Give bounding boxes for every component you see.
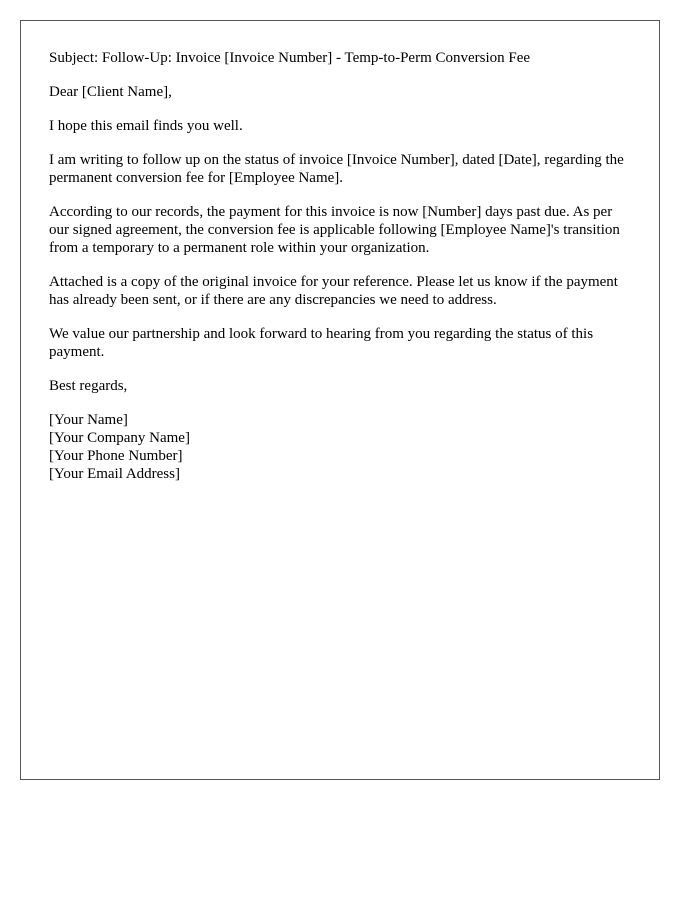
- subject-line: Subject: Follow-Up: Invoice [Invoice Number] - Temp-to-Perm Conversion Fee: [49, 50, 531, 66]
- signature-company: [Your Company Name]: [49, 430, 190, 446]
- paragraph-greeting: I hope this email finds you well.: [49, 118, 243, 134]
- paragraph-attachment: Attached is a copy of the original invoice for your reference. Please let us know if the payment has already been sent, or if there are any discrepancies we need to address.: [49, 274, 618, 308]
- salutation: Dear [Client Name],: [49, 84, 172, 100]
- paragraph-partnership: We value our partnership and look forward to hearing from you regarding the status of this payment.: [49, 326, 594, 360]
- paragraph-past-due: According to our records, the payment for this invoice is now [Number] days past due. As per our signed agreement, the conversion fee is applicable following [Employee Name]'s transition from a temporary to a permanent role within your organization.: [49, 204, 620, 256]
- closing: Best regards,: [49, 378, 128, 394]
- paragraph-follow-up: I am writing to follow up on the status of invoice [Invoice Number], dated [Date], regarding the permanent conversion fee for [Employee Name].: [49, 152, 624, 186]
- signature-phone: [Your Phone Number]: [49, 448, 183, 464]
- signature-email: [Your Email Address]: [49, 466, 180, 482]
- signature-block: [49, 411, 631, 483]
- letter-page: [20, 20, 660, 780]
- signature-name: [Your Name]: [49, 412, 128, 428]
